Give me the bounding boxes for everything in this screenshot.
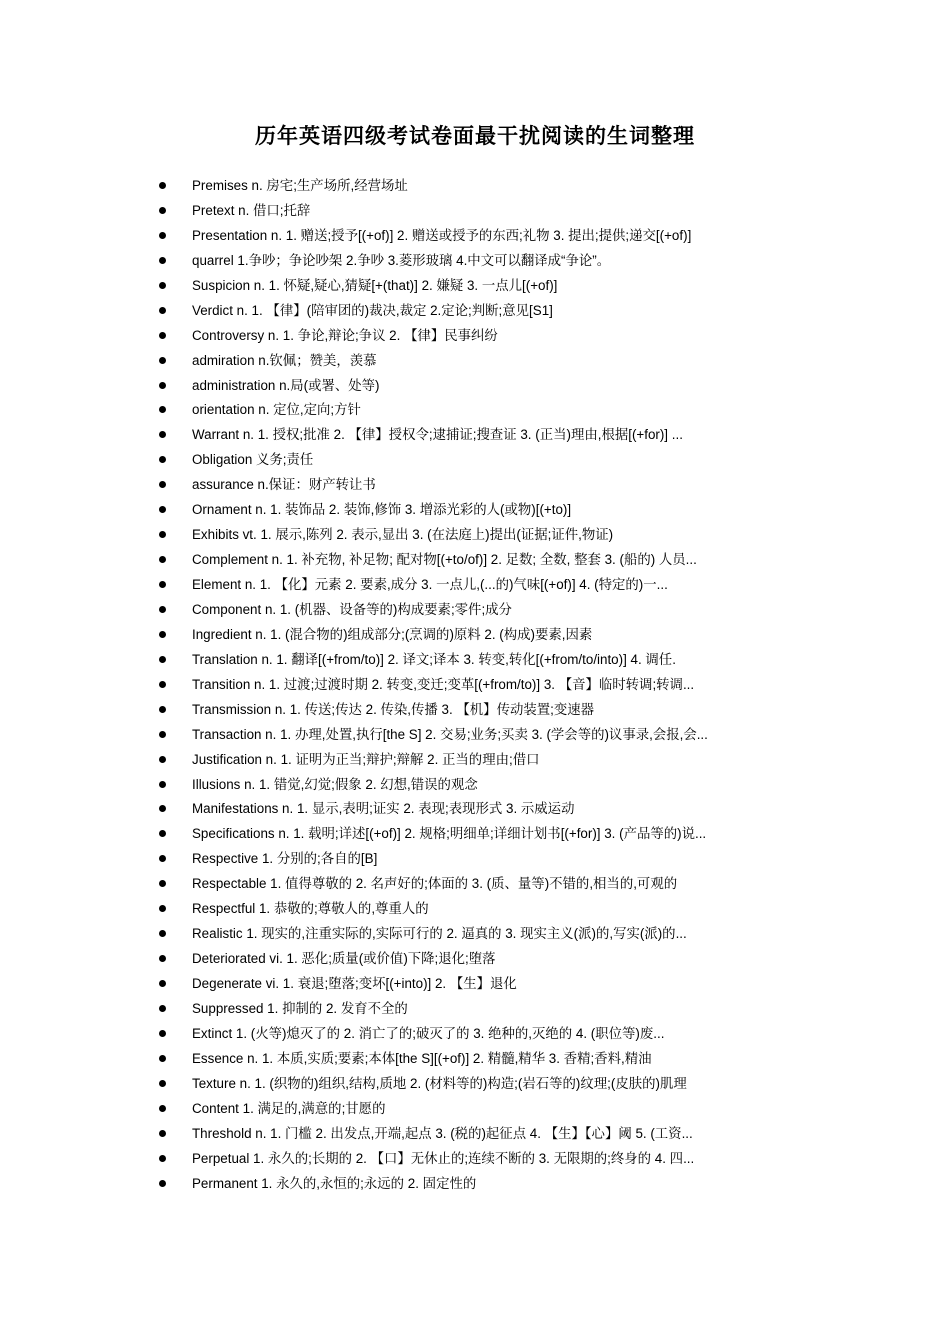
- bullet-icon: [159, 880, 166, 887]
- list-item: [0, 447, 950, 472]
- list-item: [0, 472, 950, 497]
- list-item: [0, 397, 950, 422]
- bullet-icon: [159, 756, 166, 763]
- vocabulary-entry-text: Transition n. 1. 过渡;过渡时期 2. 转变,变迁;变革[(+from/to)] 3. 【音】临时转调;转调...: [192, 676, 695, 692]
- list-item: [0, 821, 950, 846]
- list-item: [0, 772, 950, 797]
- bullet-icon: [159, 1080, 166, 1087]
- bullet-icon: [159, 805, 166, 812]
- list-item: [0, 722, 950, 747]
- vocabulary-entry-text: Warrant n. 1. 授权;批准 2. 【律】授权令;逮捕证;搜查证 3. (正当)理由,根据[(+for)] ...: [192, 427, 683, 443]
- vocabulary-list: [0, 173, 950, 1195]
- vocabulary-entry-text: Ornament n. 1. 装饰品 2. 装饰,修饰 3. 增添光彩的人(或物)[(+to)]: [192, 502, 572, 518]
- vocabulary-entry-text: Obligation 义务;责任: [192, 452, 314, 468]
- bullet-icon: [159, 207, 166, 214]
- list-item: [0, 946, 950, 971]
- list-item: [0, 273, 950, 298]
- bullet-icon: [159, 1155, 166, 1162]
- bullet-icon: [159, 1105, 166, 1112]
- bullet-icon: [159, 406, 166, 413]
- list-item: [0, 1021, 950, 1046]
- list-item: [0, 348, 950, 373]
- list-item: [0, 547, 950, 572]
- list-item: [0, 422, 950, 447]
- vocabulary-entry-text: Essence n. 1. 本质,实质;要素;本体[the S][(+of)] 2. 精髓,精华 3. 香精;香料,精油: [192, 1050, 652, 1066]
- vocabulary-entry-text: Manifestations n. 1. 显示,表明;证实 2. 表现;表现形式 3. 示威运动: [192, 801, 575, 817]
- list-item: [0, 971, 950, 996]
- list-item: [0, 796, 950, 821]
- list-item: [0, 1046, 950, 1071]
- list-item: [0, 1096, 950, 1121]
- list-item: [0, 622, 950, 647]
- bullet-icon: [159, 656, 166, 663]
- bullet-icon: [159, 1130, 166, 1137]
- bullet-icon: [159, 531, 166, 538]
- vocabulary-entry-text: Translation n. 1. 翻译[(+from/to)] 2. 译文;译本 3. 转变,转化[(+from/to/into)] 4. 调任.: [192, 651, 676, 667]
- vocabulary-entry-text: Verdict n. 1. 【律】(陪审团的)裁决,裁定 2.定论;判断;意见[S1]: [192, 302, 553, 318]
- vocabulary-entry-text: admiration n.钦佩；赞美，羡慕: [192, 352, 377, 368]
- list-item: [0, 298, 950, 323]
- bullet-icon: [159, 1005, 166, 1012]
- list-item: [0, 647, 950, 672]
- bullet-icon: [159, 357, 166, 364]
- vocabulary-entry-text: Transmission n. 1. 传送;传达 2. 传染,传播 3. 【机】传动装置;变速器: [192, 701, 595, 717]
- vocabulary-entry-text: Deteriorated vi. 1. 恶化;质量(或价值)下降;退化;堕落: [192, 951, 496, 967]
- bullet-icon: [159, 781, 166, 788]
- bullet-icon: [159, 631, 166, 638]
- list-item: [0, 373, 950, 398]
- bullet-icon: [159, 257, 166, 264]
- list-item: [0, 672, 950, 697]
- list-item: [0, 1146, 950, 1171]
- bullet-icon: [159, 282, 166, 289]
- list-item: [0, 871, 950, 896]
- vocabulary-entry-text: Extinct 1. (火等)熄灭了的 2. 消亡了的;破灭了的 3. 绝种的,灭绝的 4. (职位等)废...: [192, 1025, 665, 1041]
- bullet-icon: [159, 955, 166, 962]
- vocabulary-entry-text: quarrel 1.争吵；争论吵架 2.争吵 3.菱形玻璃 4.中文可以翻译成“争论”。: [192, 252, 611, 268]
- list-item: [0, 223, 950, 248]
- bullet-icon: [159, 980, 166, 987]
- vocabulary-entry-text: Perpetual 1. 永久的;长期的 2. 【口】无休止的;连续不断的 3. 无限期的;终身的 4. 四...: [192, 1150, 695, 1166]
- bullet-icon: [159, 681, 166, 688]
- bullet-icon: [159, 706, 166, 713]
- bullet-icon: [159, 606, 166, 613]
- bullet-icon: [159, 556, 166, 563]
- vocabulary-entry-text: Permanent 1. 永久的,永恒的;永远的 2. 固定性的: [192, 1175, 477, 1191]
- list-item: [0, 522, 950, 547]
- bullet-icon: [159, 1055, 166, 1062]
- vocabulary-entry-text: Justification n. 1. 证明为正当;辩护;辩解 2. 正当的理由;借口: [192, 751, 540, 767]
- list-item: [0, 597, 950, 622]
- bullet-icon: [159, 830, 166, 837]
- bullet-icon: [159, 506, 166, 513]
- bullet-icon: [159, 1030, 166, 1037]
- vocabulary-entry-text: Presentation n. 1. 赠送;授予[(+of)] 2. 赠送或授予的东西;礼物 3. 提出;提供;递交[(+of)]: [192, 227, 692, 243]
- vocabulary-entry-text: Suspicion n. 1. 怀疑,疑心,猜疑[+(that)] 2. 嫌疑 3. 一点儿[(+of)]: [192, 277, 558, 293]
- vocabulary-entry-text: Element n. 1. 【化】元素 2. 要素,成分 3. 一点儿,(...的)气味[(+of)] 4. (特定的)一...: [192, 577, 668, 592]
- vocabulary-entry-text: Respectful 1. 恭敬的;尊敬人的,尊重人的: [192, 901, 429, 917]
- list-item: [0, 896, 950, 921]
- vocabulary-entry-text: Exhibits vt. 1. 展示,陈列 2. 表示,显出 3. (在法庭上)提出(证据;证件,物证): [192, 527, 614, 543]
- vocabulary-entry-text: Complement n. 1. 补充物, 补足物; 配对物[(+to/of)] 2. 足数; 全数, 整套 3. (船的) 人员...: [192, 552, 697, 568]
- vocabulary-entry-text: Component n. 1. (机器、设备等的)构成要素;零件;成分: [192, 601, 512, 617]
- list-item: [0, 323, 950, 348]
- list-item: [0, 846, 950, 871]
- bullet-icon: [159, 481, 166, 488]
- bullet-icon: [159, 930, 166, 937]
- bullet-icon: [159, 307, 166, 314]
- bullet-icon: [159, 456, 166, 463]
- bullet-icon: [159, 431, 166, 438]
- vocabulary-entry-text: Premises n. 房宅;生产场所,经营场址: [192, 178, 408, 193]
- vocabulary-entry-text: Realistic 1. 现实的,注重实际的,实际可行的 2. 逼真的 3. 现实主义(派)的,写实(派)的...: [192, 926, 687, 942]
- vocabulary-entry-text: Respective 1. 分别的;各自的[B]: [192, 851, 378, 867]
- bullet-icon: [159, 581, 166, 588]
- list-item: [0, 921, 950, 946]
- vocabulary-entry-text: Transaction n. 1. 办理,处置,执行[the S] 2. 交易;业务;买卖 3. (学会等的)议事录,会报,会...: [192, 726, 708, 742]
- list-item: [0, 1071, 950, 1096]
- bullet-icon: [159, 1180, 166, 1187]
- vocabulary-entry-text: Illusions n. 1. 错觉,幻觉;假象 2. 幻想,错误的观念: [192, 776, 478, 792]
- vocabulary-entry-text: Pretext n. 借口;托辞: [192, 202, 311, 218]
- list-item: [0, 497, 950, 522]
- list-item: [0, 572, 950, 597]
- bullet-icon: [159, 731, 166, 738]
- bullet-icon: [159, 232, 166, 239]
- bullet-icon: [159, 905, 166, 912]
- bullet-icon: [159, 382, 166, 389]
- vocabulary-entry-text: Threshold n. 1. 门槛 2. 出发点,开端,起点 3. (税的)起征点 4. 【生】【心】阈 5. (工资...: [192, 1125, 693, 1141]
- list-item: [0, 173, 950, 198]
- vocabulary-entry-text: Respectable 1. 值得尊敬的 2. 名声好的;体面的 3. (质、量等)不错的,相当的,可观的: [192, 876, 678, 892]
- bullet-icon: [159, 332, 166, 339]
- bullet-icon: [159, 855, 166, 862]
- vocabulary-entry-text: Specifications n. 1. 载明;详述[(+of)] 2. 规格;明细单;详细计划书[(+for)] 3. (产品等的)说...: [192, 826, 707, 842]
- list-item: [0, 1171, 950, 1196]
- bullet-icon: [159, 182, 166, 189]
- vocabulary-entry-text: Ingredient n. 1. (混合物的)组成部分;(烹调的)原料 2. (构成)要素,因素: [192, 626, 593, 642]
- list-item: [0, 1121, 950, 1146]
- vocabulary-entry-text: orientation n. 定位,定向;方针: [192, 402, 361, 418]
- vocabulary-entry-text: assurance n.保证：财产转让书: [192, 477, 376, 493]
- list-item: [0, 747, 950, 772]
- list-item: [0, 697, 950, 722]
- vocabulary-entry-text: Suppressed 1. 抑制的 2. 发育不全的: [192, 1000, 408, 1016]
- vocabulary-entry-text: Texture n. 1. (织物的)组织,结构,质地 2. (材料等的)构造;(岩石等的)纹理;(皮肤的)肌理: [192, 1075, 687, 1091]
- document-title: 历年英语四级考试卷面最干扰阅读的生词整理: [255, 123, 695, 148]
- vocabulary-entry-text: Content 1. 满足的,满意的;甘愿的: [192, 1100, 386, 1116]
- list-item: [0, 996, 950, 1021]
- vocabulary-entry-text: administration n.局(或署、处等): [192, 377, 380, 393]
- list-item: [0, 248, 950, 273]
- vocabulary-entry-text: Degenerate vi. 1. 衰退;堕落;变坏[(+into)] 2. 【生】退化: [192, 976, 517, 991]
- list-item: [0, 198, 950, 223]
- vocabulary-entry-text: Controversy n. 1. 争论,辩论;争议 2. 【律】民事纠纷: [192, 327, 498, 343]
